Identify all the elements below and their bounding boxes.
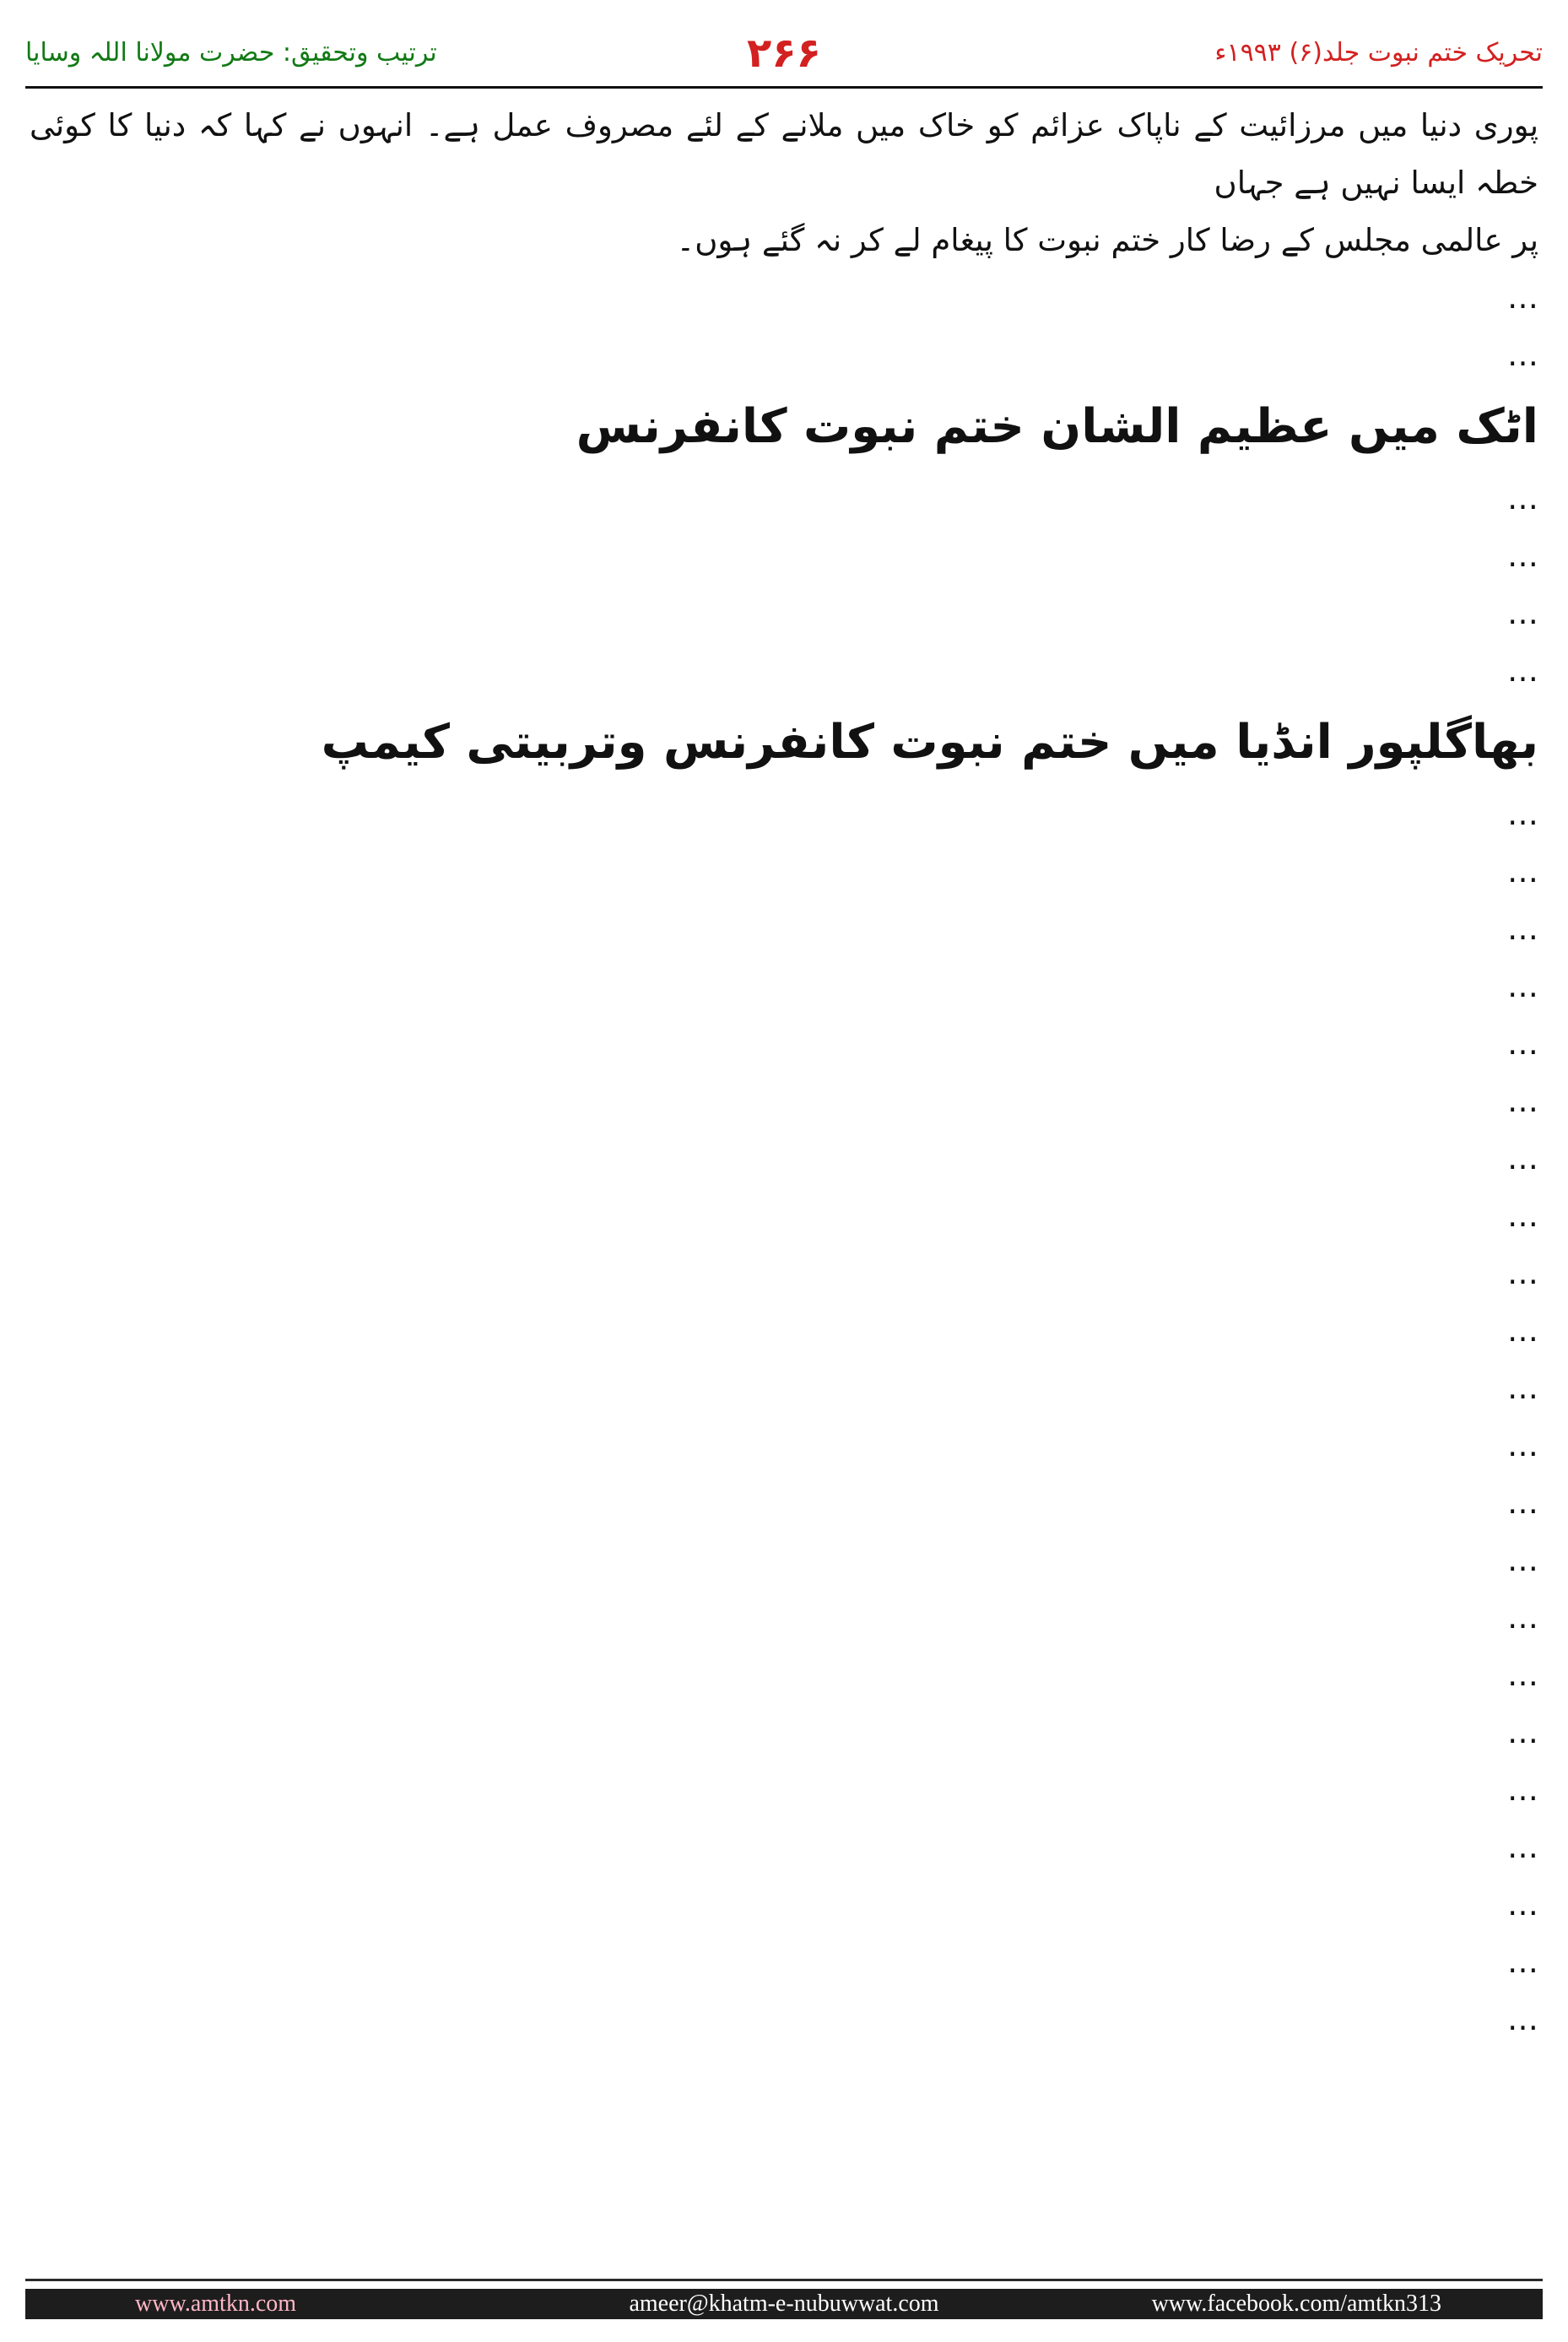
text-line: … (1507, 1829, 1538, 1865)
footer-email-link[interactable]: ameer@khatm-e-nubuwwat.com (629, 2291, 939, 2317)
text-line: … (1507, 1255, 1538, 1291)
text-line: … (1507, 1714, 1538, 1750)
header-book-title: تحریک ختم نبوت جلد(۶) ۱۹۹۳ء (1214, 38, 1543, 68)
text-line: … (1507, 2001, 1538, 2037)
text-line: … (1507, 337, 1538, 373)
text-line: … (1507, 1198, 1538, 1234)
paragraph-intro (30, 97, 1538, 384)
text-line: … (1507, 1140, 1538, 1176)
text-line: … (1507, 853, 1538, 890)
text-line: … (1507, 1427, 1538, 1463)
page-content (30, 97, 1538, 2207)
text-line: … (1507, 1886, 1538, 1923)
text-line: … (1507, 595, 1538, 631)
text-line: … (1507, 1599, 1538, 1636)
text-line: … (1507, 796, 1538, 832)
text-line: … (1507, 1771, 1538, 1808)
text-line: … (1507, 1312, 1538, 1349)
paragraph-bhagalpur (30, 786, 1538, 2048)
text-line: … (1507, 968, 1538, 1004)
text-line: … (1507, 279, 1538, 316)
text-line: … (1507, 480, 1538, 517)
footer-facebook-link[interactable]: www.facebook.com/amtkn313 (1151, 2291, 1441, 2317)
text-line: پوری دنیا میں مرزائیت کے ناپاک عزائم کو خاک میں ملانے کے لئے مصروف عمل ہے۔ انہوں نے کہا کہ دنیا کا کوئی خطہ ایسا نہیں ہے جہاں (30, 107, 1538, 201)
text-line: … (1507, 538, 1538, 574)
footer-website-link[interactable]: www.amtkn.com (135, 2291, 297, 2317)
section-heading-bhagalpur: بھاگلپور انڈیا میں ختم نبوت کانفرنس وتربیتی کیمپ (321, 715, 1538, 770)
page-number: ۲۶۶ (747, 30, 821, 77)
text-line: … (1507, 1025, 1538, 1062)
text-line: پر عالمی مجلس کے رضا کار ختم نبوت کا پیغام لے کر نہ گئے ہوں۔ (676, 222, 1538, 258)
text-line: … (1507, 1083, 1538, 1119)
text-line: … (1507, 1485, 1538, 1521)
section-heading-attock: اٹک میں عظیم الشان ختم نبوت کانفرنس (576, 399, 1538, 454)
text-line: … (1507, 1944, 1538, 1980)
footer-divider (25, 2279, 1543, 2281)
text-line: … (1507, 1657, 1538, 1693)
page-header (25, 30, 1543, 89)
text-line: … (1507, 1542, 1538, 1578)
text-line: … (1507, 1370, 1538, 1406)
page-footer (25, 2289, 1543, 2319)
text-line: … (1507, 911, 1538, 947)
paragraph-attock (30, 470, 1538, 700)
text-line: … (1507, 652, 1538, 689)
header-author: ترتیب وتحقیق: حضرت مولانا اللہ وسایا (25, 38, 437, 68)
header-divider (25, 86, 1543, 89)
